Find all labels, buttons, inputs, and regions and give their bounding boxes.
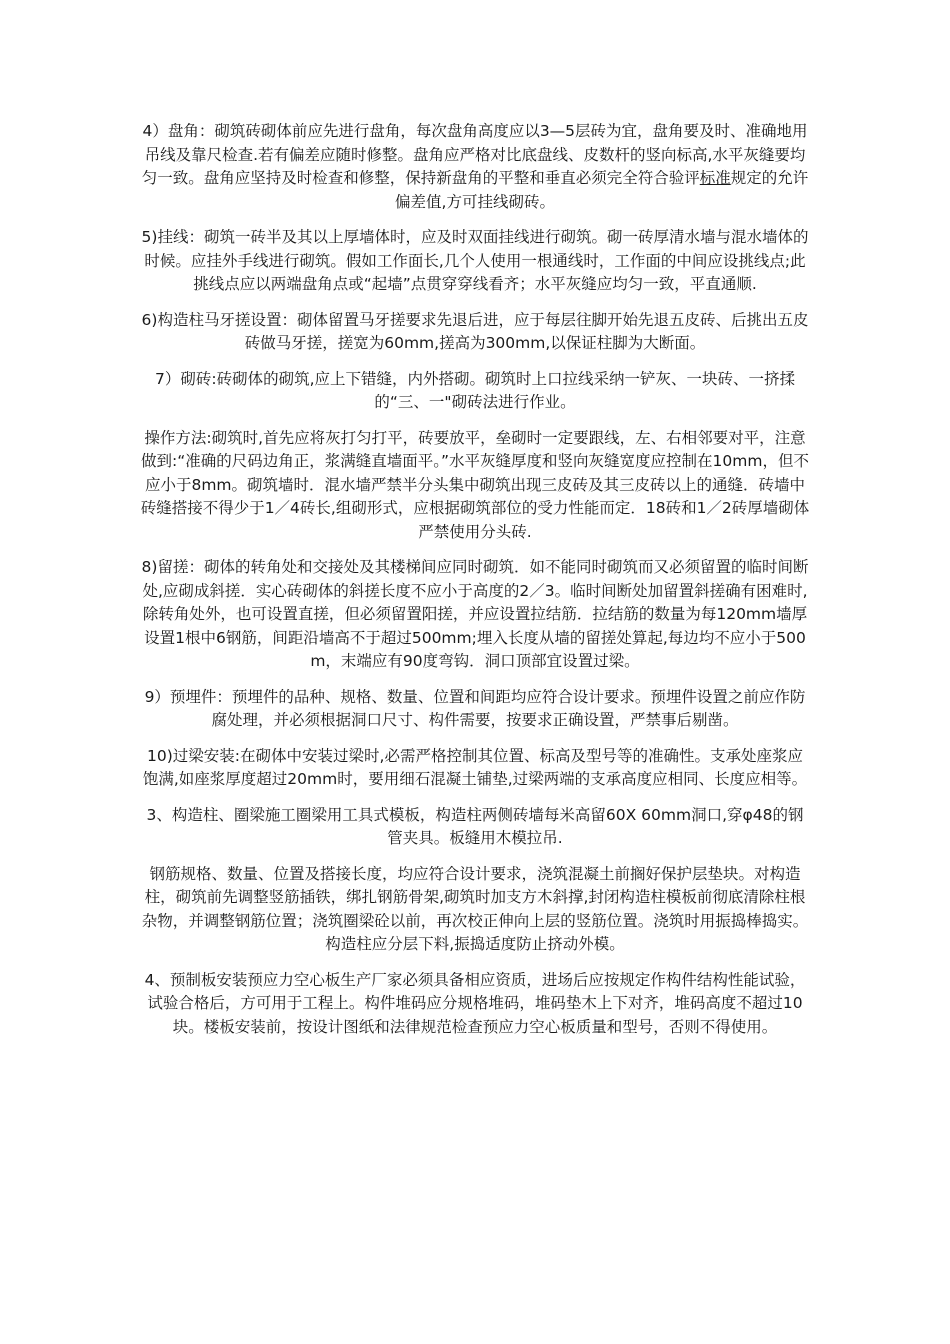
underlined-term: 标准	[699, 169, 731, 187]
paragraph-precast-slab: 4、预制板安装预应力空心板生产厂家必须具备相应资质，进场后应按规定作构件结构性能试验，试验合格后，方可用于工程上。构件堆码应分规格堆码，堆码垫木上下对齐，堆码高度不超过10块。楼板安装前，按设计图纸和法律规范检查预应力空心板质量和型号，否则不得使用。	[144, 970, 806, 1036]
document-body	[140, 120, 810, 1051]
paragraph-embedded-parts: 9）预埋件：预埋件的品种、规格、数量、位置和间距均应符合设计要求。预埋件设置之前应作防腐处理，并必须根据洞口尺寸、构件需要，按要求正确设置，严禁事后剔凿。	[144, 687, 806, 729]
paragraph-text: 4）盘角：砌筑砖砌体前应先进行盘角，每次盘角高度应以3—5层砖为宜，盘角要及时、准确地用吊线及靠尺检查.若有偏差应随时修整。盘角应严格对比底盘线、皮数杆的竖向标高,水平灰缝要均匀一致。盘角应坚持及时检查和修整，保持新盘角的平整和垂直必须完全符合验评	[141, 122, 808, 187]
paragraph-corner-laying	[140, 120, 810, 214]
paragraph-lintel-install: 10)过梁安装:在砌体中安装过梁时,必需严格控制其位置、标高及型号等的准确性。支承处座浆应饱满,如座浆厚度超过20mm时，要用细石混凝土铺垫,过梁两端的支承高度应相同、长度应相等。	[142, 746, 808, 788]
paragraph-constructional-column: 3、构造柱、圈梁施工圈梁用工具式模板，构造柱两侧砖墙每米高留60X 60mm洞口,穿φ48的钢管夹具。板缝用木模拉吊.	[146, 805, 804, 847]
paragraph-rebar: 钢筋规格、数量、位置及搭接长度，均应符合设计要求，浇筑混凝土前搁好保护层垫块。对构造柱，砌筑前先调整竖筋插铁，绑扎钢筋骨架,砌筑时加支方木斜撑,封闭构造柱模板前彻底清除柱根杂物，并调整钢筋位置；浇筑圈梁砼以前，再次校正伸向上层的竖筋位置。浇筑时用振捣棒捣实。构造柱应分层下料,振捣适度防止挤动外模。	[141, 864, 809, 953]
paragraph-operation-method: 操作方法:砌筑时,首先应将灰打匀打平，砖要放平，垒砌时一定要跟线，左、右相邻要对平，注意做到:“准确的尺码边角正，浆满缝直墙面平。”水平灰缝厚度和竖向灰缝宽度应控制在10mm，但不应小于8mm。砌筑墙时．混水墙严禁半分头集中砌筑出现三皮砖及其三皮砖以上的通缝．砖墙中砖缝搭接不得少于1／4砖长,组砌形式，应根据砌筑部位的受力性能而定．18砖和1／2砖厚墙砌体严禁使用分头砖.	[140, 428, 810, 541]
paragraph-toothing: 8)留搓：砌体的转角处和交接处及其楼梯间应同时砌筑．如不能同时砌筑而又必须留置的临时间断处,应砌成斜搓．实心砖砌体的斜搓长度不应小于高度的2／3。临时间断处加留置斜搓确有困难时,除转角处外，也可设置直搓，但必须留置阳搓，并应设置拉结筋．拉结筋的数量为每120mm墙厚设置1根中6钢筋，间距沿墙高不于超过500mm;埋入长度从墙的留搓处算起,每边均不应小于500m，末端应有90度弯钩．洞口顶部宜设置过梁。	[141, 558, 809, 670]
paragraph-text: 规定的允许偏差值,方可挂线砌砖。	[395, 169, 809, 211]
paragraph-tooth-joint: 6)构造柱马牙搓设置：砌体留置马牙搓要求先退后进，应于每层往脚开始先退五皮砖、后挑出五皮砖做马牙搓，搓宽为60mm,搓高为300mm,以保证柱脚为大断面。	[141, 310, 809, 352]
paragraph-brick-laying: 7）砌砖:砖砌体的砌筑,应上下错缝，内外搭砌。砌筑时上口拉线采纳一铲灰、一块砖、一挤揉的“三、一"砌砖法进行作业。	[154, 369, 795, 411]
paragraph-line-hanging: 5)挂线：砌筑一砖半及其以上厚墙体时，应及时双面挂线进行砌筑。砌一砖厚清水墙与混水墙体的时候。应挂外手线进行砌筑。假如工作面长,几个人使用一根通线时，工作面的中间应设挑线点;此挑线点应以两端盘角点或“起墙”点贯穿穿线看齐；水平灰缝应均匀一致，平直通顺.	[141, 228, 809, 293]
